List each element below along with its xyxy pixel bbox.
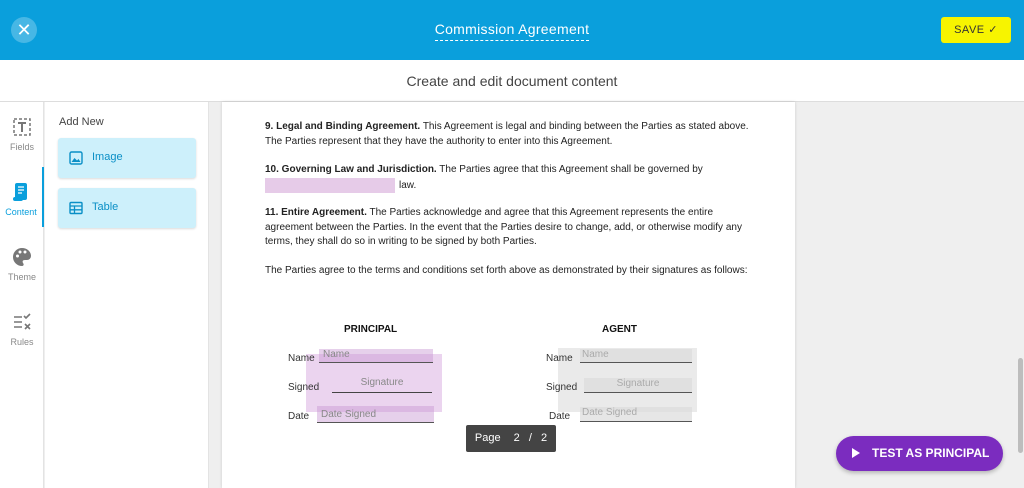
principal-signature-field[interactable]: Signature bbox=[332, 377, 432, 393]
section-11-text: The Parties acknowledge and agree that this Agreement represents the entire agreement between the Parties. In the event that the Parties desire to change, add, or otherwise modify any terms, they shall do so in writing to be signed by both Parties. bbox=[265, 207, 742, 247]
subheader-text: Create and edit document content bbox=[406, 73, 618, 89]
add-image-label: Image bbox=[92, 151, 123, 163]
left-nav bbox=[0, 102, 44, 488]
principal-name-label: Name bbox=[288, 353, 315, 364]
agent-heading: AGENT bbox=[602, 324, 637, 335]
nav-label-fields: Fields bbox=[9, 142, 34, 152]
save-label: SAVE bbox=[954, 24, 985, 36]
palette-icon bbox=[11, 246, 33, 268]
page-separator: / bbox=[528, 432, 532, 444]
agent-date-label: Date bbox=[549, 411, 571, 422]
nav-label-theme: Theme bbox=[7, 272, 36, 282]
image-icon bbox=[69, 151, 83, 165]
nav-label-content: Content bbox=[5, 207, 37, 217]
nav-item-content[interactable] bbox=[0, 167, 44, 227]
scrollbar-thumb[interactable] bbox=[1018, 358, 1023, 453]
save-button[interactable] bbox=[941, 17, 1011, 43]
play-icon bbox=[852, 448, 860, 458]
principal-signed-label: Signed bbox=[288, 382, 320, 393]
section-11-title: 11. Entire Agreement. bbox=[265, 207, 367, 218]
principal-date-field[interactable]: Date Signed bbox=[317, 406, 434, 423]
nav-item-fields[interactable] bbox=[0, 102, 44, 162]
agent-date-field[interactable]: Date Signed bbox=[580, 407, 692, 422]
section-10 bbox=[265, 163, 755, 193]
scroll-document-icon bbox=[10, 181, 32, 203]
add-table-label: Table bbox=[92, 201, 119, 213]
page-label: Page bbox=[474, 432, 501, 444]
closing-paragraph: The Parties agree to the terms and conditions set forth above as demonstrated by their signatures as follows: bbox=[265, 265, 748, 276]
agent-signed-label: Signed bbox=[546, 382, 578, 393]
add-new-title: Add New bbox=[59, 116, 104, 128]
agent-name-field[interactable]: Name bbox=[580, 349, 692, 363]
add-table-button[interactable] bbox=[58, 188, 196, 228]
document-title-text[interactable]: Commission Agreement bbox=[435, 21, 590, 41]
document-title[interactable] bbox=[0, 21, 1024, 37]
agent-name-label: Name bbox=[546, 353, 573, 364]
test-button-label: TEST AS PRINCIPAL bbox=[872, 446, 990, 460]
principal-name-field[interactable]: Name bbox=[319, 349, 433, 363]
nav-label-rules: Rules bbox=[10, 337, 34, 347]
current-page: 2 bbox=[513, 432, 520, 444]
section-9-title: 9. Legal and Binding Agreement. bbox=[265, 121, 421, 132]
rules-icon bbox=[11, 311, 33, 333]
section-9-text: This Agreement is legal and binding between the Parties as stated above. The Parties represent that they have the authority to enter into this Agreement. bbox=[265, 121, 749, 147]
principal-date-label: Date bbox=[288, 411, 310, 422]
add-new-panel bbox=[45, 102, 209, 488]
check-icon: ✓ bbox=[988, 24, 998, 36]
total-pages: 2 bbox=[540, 432, 548, 444]
agent-signature-field[interactable]: Signature bbox=[584, 378, 692, 393]
subheader bbox=[0, 60, 1024, 102]
principal-heading: PRINCIPAL bbox=[344, 324, 398, 335]
top-bar bbox=[0, 0, 1024, 60]
section-10-tail: law. bbox=[399, 179, 417, 191]
section-10-title: 10. Governing Law and Jurisdiction. bbox=[265, 164, 437, 175]
close-icon: ✕ bbox=[16, 20, 32, 40]
fields-icon bbox=[11, 116, 33, 138]
governing-law-field[interactable] bbox=[265, 178, 395, 193]
section-10-text: The Parties agree that this Agreement shall be governed by bbox=[436, 164, 703, 175]
page-indicator bbox=[466, 425, 556, 452]
add-image-button[interactable] bbox=[58, 138, 196, 178]
test-as-principal-button[interactable] bbox=[836, 436, 1003, 471]
table-icon bbox=[69, 201, 83, 215]
section-9 bbox=[265, 120, 755, 149]
nav-item-theme[interactable] bbox=[0, 232, 44, 292]
nav-item-rules[interactable] bbox=[0, 297, 44, 357]
section-11 bbox=[265, 206, 755, 250]
